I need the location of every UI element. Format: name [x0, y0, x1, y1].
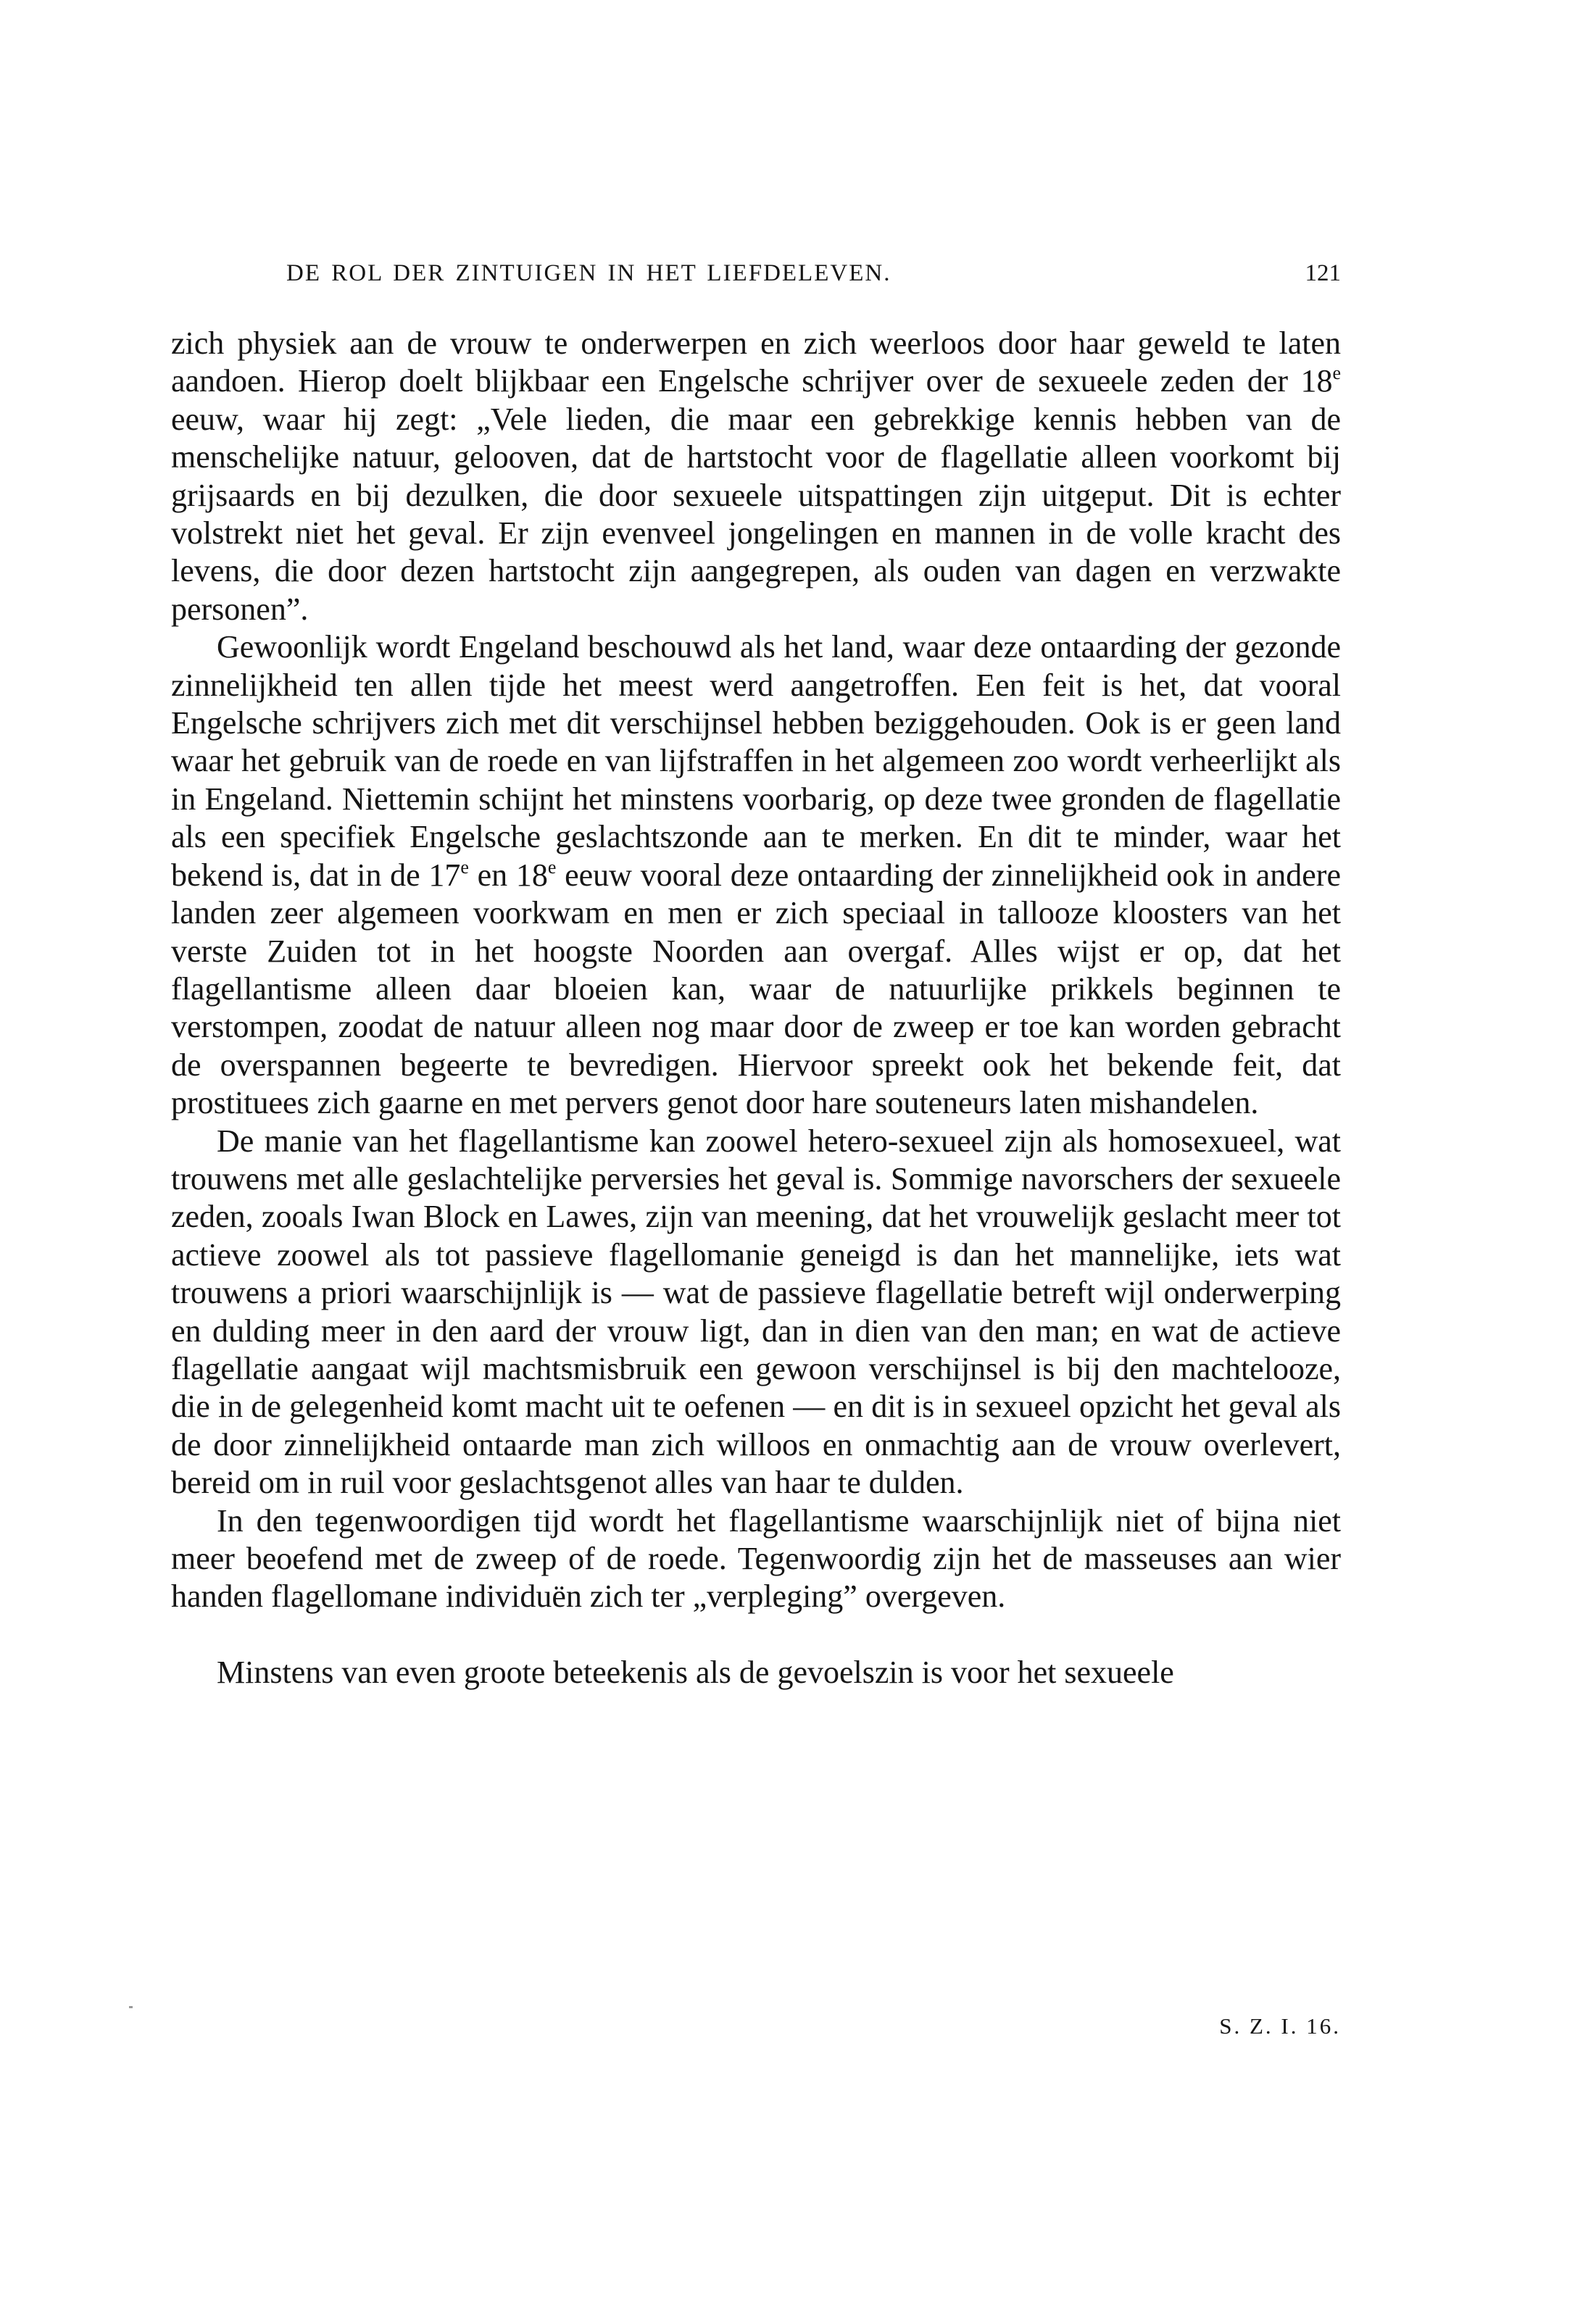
ordinal-superscript: e [460, 856, 469, 878]
paragraph-2-text-c: eeuw vooral deze ontaarding der zinnelijkheid ook in andere landen zeer algemeen voorkwam en men er zich speciaal in tallooze kloosters van het verste Zuiden tot in het hoogste Noorden aan overgaf. Alles wijst er op, dat het flagellantisme alleen daar bloeien kan, waar de natuurlijke prikkels beginnen te verstompen, zoodat de natuur alleen nog maar door de zweep er toe kan worden gebracht de overspannen begeerte te bevredigen. Hiervoor spreekt ook het bekende feit, dat prostituees zich gaarne en met pervers genot door hare souteneurs laten mishandelen. [171, 857, 1341, 1121]
paragraph-1-text-a: zich physiek aan de vrouw te onderwerpen en zich weerloos door haar geweld te laten aandoen. Hierop doelt blijkbaar een Engelsche schrijver over de sexueele zeden der 18 [171, 325, 1341, 399]
scan-speck [129, 2006, 133, 2008]
paragraph-3: De manie van het flagellantisme kan zoowel hetero-sexueel zijn als homosexueel, wat trouwens met alle geslachtelijke perversies het geval is. Sommige navorschers der sexueele zeden, zooals Iwan Block en Lawes, zijn van meening, dat het vrouwelijk geslacht meer tot actieve zoowel als tot passieve flagellomanie geneigd is dan het mannelijke, iets wat trouwens a priori waarschijnlijk is — wat de passieve flagellatie betreft wijl onderwerping en dulding meer in den aard der vrouw ligt, dan in dien van den man; en wat de actieve flagellatie aangaat wijl machtsmisbruik een gewoon verschijnsel is bij den machtelooze, die in de gelegenheid komt macht uit te oefenen — en dit is in sexueel opzicht het geval als de door zinnelijkheid ontaarde man zich willoos en onmachtig aan de vrouw overlevert, bereid om in ruil voor geslachtsgenot alles van haar te dulden. [171, 1123, 1341, 1501]
paragraph-2 [171, 628, 1341, 1122]
ordinal-superscript: e [547, 856, 557, 878]
running-title: DE ROL DER ZINTUIGEN IN HET LIEFDELEVEN. [286, 260, 891, 286]
paragraph-2-text-a: Gewoonlijk wordt Engeland beschouwd als het land, waar deze ontaarding der gezonde zinnelijkheid ten allen tijde het meest werd aangetroffen. Een feit is het, dat vooral Engelsche schrijvers zich met dit verschijnsel hebben beziggehouden. Ook is er geen land waar het gebruik van de roede en van lijfstraffen in het algemeen zoo wordt verheerlijkt als in Engeland. Niettemin schijnt het minstens voorbarig, op deze twee gronden de flagellatie als een specifiek Engelsche geslachtszonde aan te merken. En dit te minder, waar het bekend is, dat in de 17 [171, 629, 1341, 893]
page-number: 121 [1305, 260, 1341, 286]
paragraph-1-text-b: eeuw, waar hij zegt: „Vele lieden, die maar een gebrekkige kennis hebben van de menschelijke natuur, gelooven, dat de hartstocht voor de flagellatie alleen voorkomt bij grijsaards en bij dezulken, die door sexueele uitspattingen zijn uitgeput. Dit is echter volstrekt niet het geval. Er zijn evenveel jongelingen en mannen in de volle kracht des levens, die door dezen hartstocht zijn aangegrepen, als ouden van dagen en verzwakte personen”. [171, 401, 1341, 627]
body-text [171, 325, 1341, 1692]
ordinal-superscript: e [1332, 362, 1341, 384]
signature-mark: S. Z. I. 16. [1219, 2013, 1341, 2039]
paragraph-5: Minstens van even groote beteekenis als de gevoelszin is voor het sexueele [217, 1654, 1174, 1690]
paragraph-1 [171, 325, 1341, 628]
paragraph-2-text-b: en 18 [468, 857, 548, 893]
paragraph-4: In den tegenwoordigen tijd wordt het flagellantisme waarschijnlijk niet of bijna niet meer beoefend met de zweep of de roede. Tegenwoordig zijn het de masseuses aan wier handen flagellomane individuën zich ter „verpleging” overgeven. [171, 1502, 1341, 1615]
